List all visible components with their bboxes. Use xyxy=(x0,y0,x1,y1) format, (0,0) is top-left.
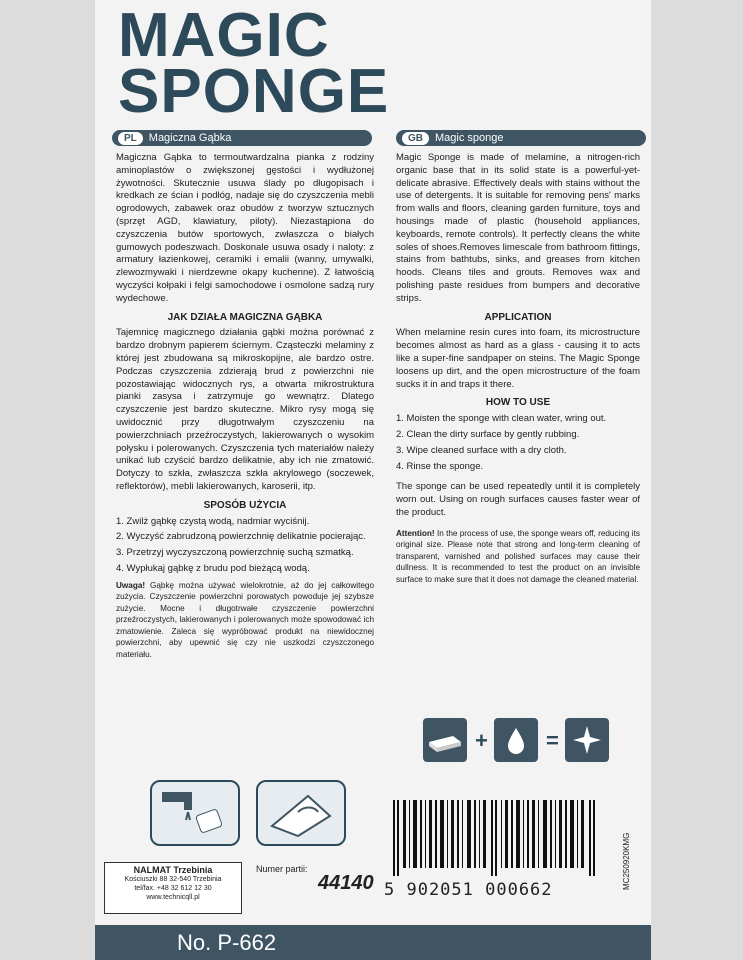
gb-column xyxy=(396,152,640,587)
plus-sign: + xyxy=(475,728,488,753)
side-code: MC250920KMG xyxy=(622,832,631,890)
pl-warning-text: Gąbkę można używać wielokrotnie, aż do jej całkowitego zużycia. Czyszczenie powierzchni porowatych powoduje jej szybsze zużycie. Mocne i długotrwałe czyszczenie powierzchni przeźroczystych, lakierowanych i polerowanych może spowodować ich zmatowienie. Zaleca się wypróbować produkt na niewidocznej powierzchni, aby upewnić się czy nie uszkodzi czyszczonego materiału. xyxy=(116,580,375,659)
gb-attention-text: In the process of use, the sponge wears off, reducing its original size. Please note that strong and long-term cleaning of transparent, varnished and polished surfaces may cause their dullness. It is recommended to test the product on an invisible surface to make sure that it does not damage the cleaned material. xyxy=(396,528,640,584)
gb-attention-label: Attention! xyxy=(396,528,435,538)
pl-how-heading: JAK DZIAŁA MAGICZNA GĄBKA xyxy=(167,311,323,323)
gb-step: 4. Rinse the sponge. xyxy=(396,460,484,472)
gb-step: 3. Wipe cleaned surface with a dry cloth. xyxy=(396,444,567,456)
manufacturer-website: www.technicqll.pl xyxy=(146,894,200,901)
pl-use-heading: SPOSÓB UŻYCIA xyxy=(203,499,287,511)
gb-how-to-use-heading: HOW TO USE xyxy=(485,397,551,409)
pl-how-text: Tajemnicę magicznego działania gąbki można porównać z bardzo drobnym papierem ściernym. Cząsteczki melaminy z której jest zbudowana są mikroskopijne, ale bardzo ostre. Podczas czyszczenia zdzierają brud z powierzchni nie pozostawiając widocznych rys, a otwarta mikrostruktura pianki zasysa i zatrzymuje go wewnątrz. Dlatego czyszczenie jest bardzo skuteczne. Mikro rysy mogą się uwidocznić przy długotrwałym czyszczeniu na powierzchniach przeźroczystych, lakierowanych o wysokim połysku i polerowanych. Czyszczenia tych materiałów należy unikać lub czyścić bardzo delikatnie, aby ich nie zmatowić. Dotyczy to szkła, zwłaszcza szkła akrylowego (soczewek, reflektorów), mebli lakierowanych, karoserii, itp. xyxy=(116,327,374,492)
sparkle-icon xyxy=(565,718,609,762)
gb-intro: Magic Sponge is made of melamine, a nitrogen-rich organic base that in its solid state is a powerful-yet-delicate abrasive. Effectively deals with stains without the use of detergents. It is suitable for removing pens' marks from walls and floors, cleaning garden furniture, toys and housings made of plastic (household appliances, keyboards, remote controls). It perfectly cleans the white soles of shoes.Removes limescale from bathroom fittings, stains from bathtubs, sinks, and greases from kitchen hoods. Cleans tiles and grouts. Removes wax and polishing paste residues from bumpers and decorative strips. xyxy=(396,152,640,304)
gb-application-text: When melamine resin cures into foam, its microstructure becomes almost as hard as a glass - causing it to acts like a super-fine sandpaper on steins. The Magic Sponge loosens up dirt, and the open microstructure of the foam sucks it in and traps it there. xyxy=(396,327,640,390)
batch-label: Numer partii: xyxy=(256,864,308,874)
pl-flag-tag: PL xyxy=(118,132,143,145)
gb-flag-tag: GB xyxy=(402,132,429,145)
gb-step: 2. Clean the dirty surface by gently rubbing. xyxy=(396,428,580,440)
product-number-bar xyxy=(95,925,651,960)
gb-repeat-text: The sponge can be used repeatedly until it is completely worn out. Using on rough surfaces causes faster wear of the product. xyxy=(396,481,640,518)
pl-step: 4. Wypłukaj gąbkę z brudu pod bieżącą wodą. xyxy=(116,562,310,574)
pl-step: 1. Zwilż gąbkę czystą wodą, nadmiar wyciśnij. xyxy=(116,515,310,527)
pl-intro: Magiczna Gąbka to termoutwardzalna pianka z rodziny aminoplastów o zwiększonej gęstości i wydłużonej żywotności. Skutecznie usuwa ślady po długopisach i kredkach ze ścian i podłóg, nadaje się do czyszczenia mebli ogrodowych, zabawek oraz obudów z tworzyw sztucznych (sprzęt AGD, klawiatury, piloty). Niezastąpiona do czyszczenia butów sportowych, zwłaszcza o białych gumowych podeszwach. Doskonale usuwa osady i naloty: z armatury łazienkowej, ceramiki i emalii (wanny, umywalki, zlewozmywaki i nierdzewne okapy kuchenne). Z łatwością wyczyści kołpaki i felgi samochodowe i osmolone sadzą rury wydechowe. xyxy=(116,152,374,304)
gb-step: 1. Moisten the sponge with clean water, wring out. xyxy=(396,413,607,425)
barcode-digits: 5 902051 000662 xyxy=(384,880,553,900)
barcode-image xyxy=(383,800,615,880)
manufacturer-address: Kościuszki 88 32-540 Trzebinia xyxy=(124,876,222,883)
pl-warning xyxy=(116,580,374,661)
manufacturer-phone: tel/fax. +48 32 612 12 30 xyxy=(134,885,212,892)
title-line-2: SPONGE xyxy=(118,57,390,126)
product-number: No. P-662 xyxy=(177,930,277,955)
gb-application-heading: APPLICATION xyxy=(484,311,552,323)
batch-number: 44140 xyxy=(318,872,374,894)
gb-steps xyxy=(396,413,640,473)
gb-section-header xyxy=(396,130,646,146)
sponge-icon xyxy=(423,718,467,762)
wiping-hand-icon xyxy=(256,780,346,846)
equals-sign: = xyxy=(546,728,559,753)
faucet-rinse-icon xyxy=(150,780,240,846)
pl-warning-label: Uwaga! xyxy=(116,580,146,590)
product-title xyxy=(118,1,390,126)
pl-column xyxy=(116,152,374,662)
pl-section-header xyxy=(112,130,372,146)
gb-section-title: Magic sponge xyxy=(435,132,504,144)
manufacturer-name: NALMAT Trzebinia xyxy=(133,865,213,875)
pl-section-title: Magiczna Gąbka xyxy=(148,132,232,144)
pl-step: 3. Przetrzyj wyczyszczoną powierzchnię suchą szmatką. xyxy=(116,547,354,559)
pl-step: 2. Wyczyść zabrudzoną powierzchnię delikatnie pocierając. xyxy=(116,531,366,543)
pl-steps xyxy=(116,516,374,576)
title-line-1: MAGIC xyxy=(118,1,330,70)
water-drop-icon xyxy=(494,718,538,762)
manufacturer-box xyxy=(104,862,242,914)
gb-attention xyxy=(396,528,640,586)
